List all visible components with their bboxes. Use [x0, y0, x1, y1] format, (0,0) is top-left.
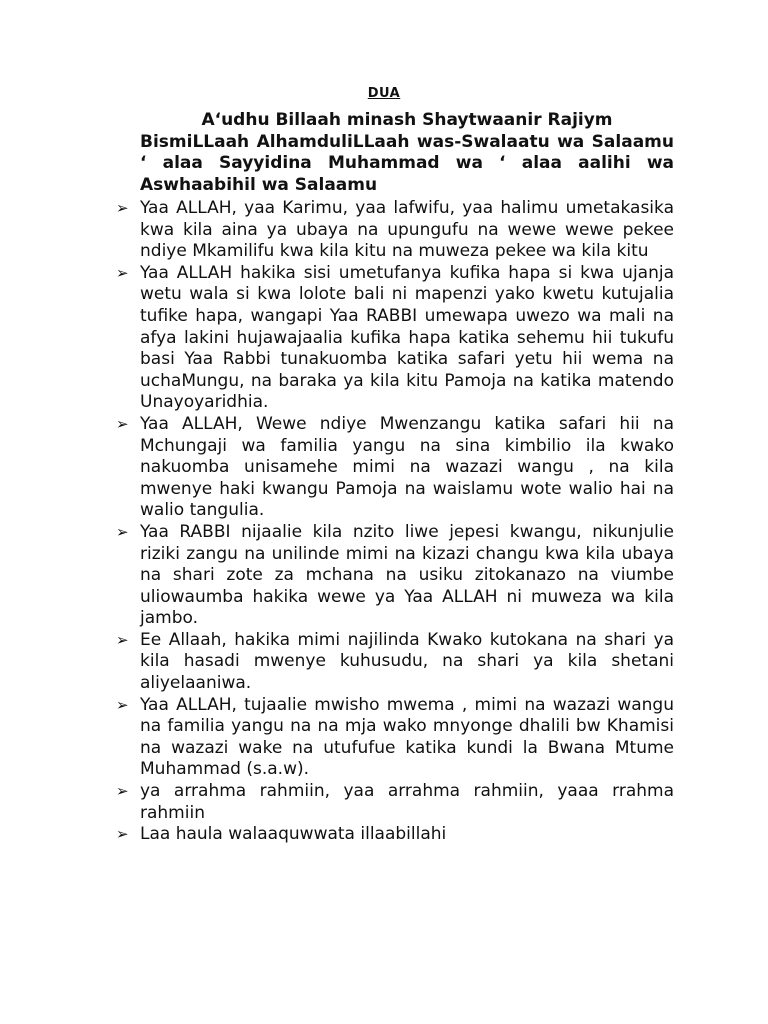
list-item-text: Yaa ALLAH, yaa Karimu, yaa lafwifu, yaa halimu umetakasika kwa kila aina ya ubaya na upungufu na wewe wewe pekee ndiye Mkamilifu kwa kila kitu na muweza pekee wa kila kitu	[140, 198, 674, 262]
list-item-text: Yaa ALLAH, tujaalie mwisho mwema , mimi na wazazi wangu na familia yangu na na mja wako mnyonge dhalili bw Khamisi na wazazi wake na utufufue katika kundi la Bwana Mtume Muhammad (s.a.w).	[140, 694, 674, 780]
list-item-text: Laa haula walaaquwwata illaabillahi	[140, 824, 447, 845]
list-item	[0, 781, 674, 824]
list-item	[0, 824, 674, 846]
arrow-bullet-icon: ➢	[116, 695, 129, 714]
arrow-bullet-icon: ➢	[116, 263, 129, 282]
list-item	[0, 198, 674, 263]
list-item	[0, 522, 674, 630]
list-item-text: Yaa ALLAH, Wewe ndiye Mwenzangu katika safari hii na Mchungaji wa familia yangu na sina kimbilio ila kwako nakuomba unisamehe mimi na wazazi wangu , na kila mwenye haki kwangu Pamoja na waislamu wote walio hai na walio tangulia.	[140, 413, 674, 521]
opening-continuation: BismiLLaah AlhamduliLLaah was-Swalaatu wa Salaamu ‘ alaa Sayyidina Muhammad wa ‘ alaa aalihi wa Aswhaabihil wa Salaamu	[140, 131, 674, 195]
arrow-bullet-icon: ➢	[116, 199, 129, 217]
list-item	[0, 695, 674, 781]
arrow-bullet-icon: ➢	[116, 825, 129, 844]
list-item-text: Yaa ALLAH hakika sisi umetufanya kufika hapa si kwa ujanja wetu wala si kwa lolote bali ni mapenzi yako kwetu kutujalia tufike hapa, wangapi Yaa RABBI umewapa uwezo wa mali na afya lakini hujawajaalia kufika hapa katika sehemu hii tukufu basi Yaa Rabbi tunakuomba katika safari yetu hii wema na uchaMungu, na baraka ya kila kitu Pamoja na katika matendo Unayoyaridhia.	[140, 262, 674, 413]
arrow-bullet-icon: ➢	[116, 782, 129, 801]
list-item-text: Yaa RABBI nijaalie kila nzito liwe jepesi kwangu, nikunjulie riziki zangu na unilinde mimi na kizazi changu kwa kila ubaya na shari zote za mchana na usiku zitokanazo na viumbe uliowaumba hakika wewe ya Yaa ALLAH ni muweza wa kila jambo.	[140, 521, 674, 629]
list-item	[0, 630, 674, 695]
opening-first-line: A‘udhu Billaah minash Shaytwaanir Rajiym	[201, 110, 613, 130]
list-item	[0, 263, 674, 414]
list-item-text: Ee Allaah, hakika mimi najilinda Kwako kutokana na shari ya kila hasadi mwenye kuhusudu, na shari ya kila shetani aliyelaaniwa.	[140, 629, 674, 694]
arrow-bullet-icon: ➢	[116, 522, 129, 541]
list-item-text: ya arrahma rahmiin, yaa arrahma rahmiin, yaaa rrahma rahmiin	[140, 781, 674, 823]
list-item	[0, 414, 674, 522]
opening-invocation	[140, 110, 674, 196]
arrow-bullet-icon: ➢	[116, 414, 129, 433]
supplication-list	[0, 198, 768, 846]
document-title: DUA	[367, 86, 401, 101]
arrow-bullet-icon: ➢	[116, 630, 129, 649]
